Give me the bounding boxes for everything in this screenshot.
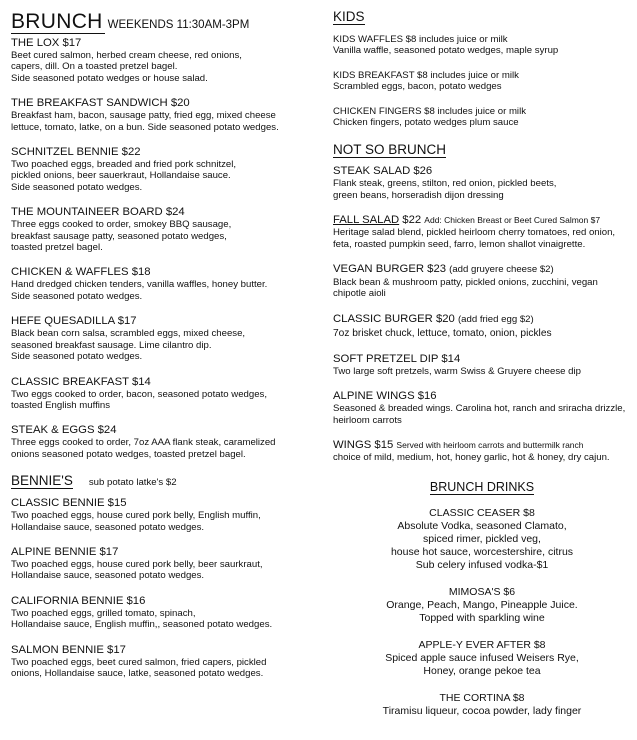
menu-item-fall-salad xyxy=(333,213,631,250)
item-description: Black bean corn salsa, scrambled eggs, mixed cheese, seasoned breakfast sausage. Lime cilantro dip. Side seasoned potato wedges. xyxy=(11,328,246,363)
item-description: Breakfast ham, bacon, sausage patty, fried egg, mixed cheese lettuce, tomato, latke, on a bun. Side seasoned potato wedges. xyxy=(11,110,279,133)
menu-item-kids-breakfast xyxy=(333,70,631,93)
drink-description: Absolute Vodka, seasoned Clamato, spiced rimer, pickled veg, house hot sauce, worcestershire, citrus Sub celery infused vodka-$1 xyxy=(390,519,574,571)
item-name: CLASSIC BURGER $20 xyxy=(333,312,455,325)
item-name: HEFE QUESADILLA $17 xyxy=(11,315,137,328)
item-description: Heritage salad blend, pickled heirloom cherry tomatoes, red onion, feta, roasted pumpkin seed, farro, lemon shallot vinaigrette. xyxy=(333,227,616,250)
item-name: SOFT PRETZEL DIP $14 xyxy=(333,352,461,365)
item-name: KIDS BREAKFAST $8 includes juice or milk xyxy=(333,69,519,81)
menu-item-mountaineer-board xyxy=(11,205,316,253)
menu-item-steak-eggs xyxy=(11,423,316,460)
item-name: FALL SALAD xyxy=(333,214,400,227)
right-column xyxy=(333,0,631,732)
menu-item-classic-breakfast xyxy=(11,375,316,412)
bennies-title: BENNIE'S xyxy=(11,473,73,489)
brunch-hours: WEEKENDS 11:30AM-3PM xyxy=(107,19,250,31)
not-so-brunch-title: NOT SO BRUNCH xyxy=(333,142,447,158)
drink-description: Orange, Peach, Mango, Pineapple Juice. Topped with sparkling wine xyxy=(386,598,578,624)
item-description: Two poached eggs, house cured pork belly, beer saurkraut, Hollandaise sauce, seasoned potato wedges. xyxy=(11,558,263,582)
item-description: Three eggs cooked to order, smokey BBQ sausage, breakfast sausage patty, seasoned potato wedges, toasted pretzel bagel. xyxy=(11,219,232,254)
item-description: Seasoned & breaded wings. Carolina hot, ranch and sriracha drizzle, heirloom carrots xyxy=(333,403,626,426)
menu-item-schnitzel-bennie xyxy=(11,145,316,193)
item-name: CLASSIC BENNIE $15 xyxy=(11,497,127,510)
item-name: STEAK & EGGS $24 xyxy=(11,424,117,437)
drink-item-classic-ceaser xyxy=(333,507,631,572)
menu-item-california-bennie xyxy=(11,594,316,631)
item-name: WINGS $15 xyxy=(333,439,394,452)
menu-item-alpine-bennie xyxy=(11,545,316,582)
item-description: Black bean & mushroom patty, pickled onions, zucchini, vegan chipotle aioli xyxy=(333,277,598,300)
menu-item-hefe-quesadilla xyxy=(11,314,316,362)
menu-item-chicken-waffles xyxy=(11,265,316,302)
item-description: Two large soft pretzels, warm Swiss & Gruyere cheese dip xyxy=(333,365,581,377)
item-description: Chicken fingers, potato wedges plum sauce xyxy=(333,117,519,129)
item-addon: Add: Chicken Breast or Beet Cured Salmon $7 xyxy=(424,215,601,226)
brunch-title: BRUNCH xyxy=(11,10,103,33)
brunch-header xyxy=(11,10,316,36)
item-description: Two poached eggs, beet cured salmon, fried capers, pickled onions, Hollandaise sauce, latke, seasoned potato wedges. xyxy=(11,656,267,679)
item-addon: Served with heirloom carrots and buttermilk ranch xyxy=(396,440,584,451)
drink-description: Tiramisu liqueur, cocoa powder, lady finger xyxy=(382,704,582,717)
item-description: Two poached eggs, breaded and fried pork schnitzel, pickled onions, beer sauerkraut, Hollandaise sauce. Side seasoned potato wedges. xyxy=(11,159,237,193)
item-name: THE MOUNTAINEER BOARD $24 xyxy=(11,206,185,219)
drink-description: Spiced apple sauce infused Weisers Rye, Honey, orange pekoe tea xyxy=(385,651,579,677)
menu-item-classic-burger xyxy=(333,312,631,340)
item-description: Vanilla waffle, seasoned potato wedges, maple syrup xyxy=(333,45,559,57)
bennies-note: sub potato latke's $2 xyxy=(88,477,177,489)
item-description: Two eggs cooked to order, bacon, seasoned potato wedges, toasted English muffins xyxy=(11,388,268,411)
left-column xyxy=(11,0,316,691)
drink-name: THE CORTINA $8 xyxy=(439,691,525,704)
drink-item-apple-y-ever-after xyxy=(333,639,631,678)
item-name: SCHNITZEL BENNIE $22 xyxy=(11,146,141,159)
drink-item-mimosas xyxy=(333,586,631,625)
menu-item-alpine-wings xyxy=(333,389,631,426)
menu-item-steak-salad xyxy=(333,164,631,201)
item-description: choice of mild, medium, hot, honey garlic, hot & honey, dry cajun. xyxy=(333,452,610,464)
item-addon: (add gruyere cheese $2) xyxy=(449,264,554,276)
item-name: SALMON BENNIE $17 xyxy=(11,643,126,656)
item-name: ALPINE WINGS $16 xyxy=(333,390,437,403)
item-name: STEAK SALAD $26 xyxy=(333,165,433,178)
brunch-drinks-title: BRUNCH DRINKS xyxy=(429,479,535,494)
item-name: CHICKEN FINGERS $8 includes juice or milk xyxy=(333,105,526,117)
menu-item-vegan-burger xyxy=(333,262,631,300)
item-name: THE LOX $17 xyxy=(11,37,82,49)
menu-item-kids-waffles xyxy=(333,34,631,57)
drink-name: MIMOSA'S $6 xyxy=(448,585,516,598)
item-name: ALPINE BENNIE $17 xyxy=(11,545,119,558)
item-name: KIDS WAFFLES $8 includes juice or milk xyxy=(333,34,508,45)
menu-item-breakfast-sandwich xyxy=(11,96,316,133)
item-name: CLASSIC BREAKFAST $14 xyxy=(11,375,151,388)
bennies-header xyxy=(11,472,316,490)
item-description: Three eggs cooked to order, 7oz AAA flank steak, caramelized onions seasoned potato wedges, toasted pretzel bagel. xyxy=(11,437,276,460)
item-name: VEGAN BURGER $23 xyxy=(333,263,447,276)
item-description: Two poached eggs, grilled tomato, spinach, Hollandaise sauce, English muffin,, seasoned potato wedges. xyxy=(11,607,273,631)
item-price: $22 xyxy=(399,214,422,227)
menu-item-salmon-bennie xyxy=(11,643,316,680)
menu-item-soft-pretzel-dip xyxy=(333,352,631,377)
item-description: Flank steak, greens, stilton, red onion, pickled beets, green beans, horseradish dijon dressing xyxy=(333,178,557,201)
menu-item-the-lox xyxy=(11,36,316,84)
item-description: Beet cured salmon, herbed cream cheese, red onions, capers, dill. On a toasted pretzel bagel. Side seasoned potato wedges or house salad. xyxy=(11,50,242,84)
drink-name: CLASSIC CEASER $8 xyxy=(429,506,535,519)
menu-item-chicken-fingers xyxy=(333,106,631,129)
item-name: CALIFORNIA BENNIE $16 xyxy=(11,594,146,607)
item-description: Hand dredged chicken tenders, vanilla waffles, honey butter. Side seasoned potato wedges. xyxy=(11,279,268,302)
kids-title: KIDS xyxy=(333,9,365,24)
brunch-drinks-section xyxy=(333,476,631,718)
menu-item-classic-bennie xyxy=(11,496,316,533)
item-name: CHICKEN & WAFFLES $18 xyxy=(11,266,151,279)
menu-item-wings xyxy=(333,438,631,463)
item-addon: (add fried egg $2) xyxy=(457,313,534,325)
item-description: 7oz brisket chuck, lettuce, tomato, onion, pickles xyxy=(333,327,552,339)
drink-name: APPLE-Y EVER AFTER $8 xyxy=(418,638,546,651)
item-name: THE BREAKFAST SANDWICH $20 xyxy=(11,97,190,110)
item-description: Scrambled eggs, bacon, potato wedges xyxy=(333,81,502,93)
drink-item-the-cortina xyxy=(333,692,631,718)
item-description: Two poached eggs, house cured pork belly, English muffin, Hollandaise sauce, seasoned potato wedges. xyxy=(11,510,261,533)
